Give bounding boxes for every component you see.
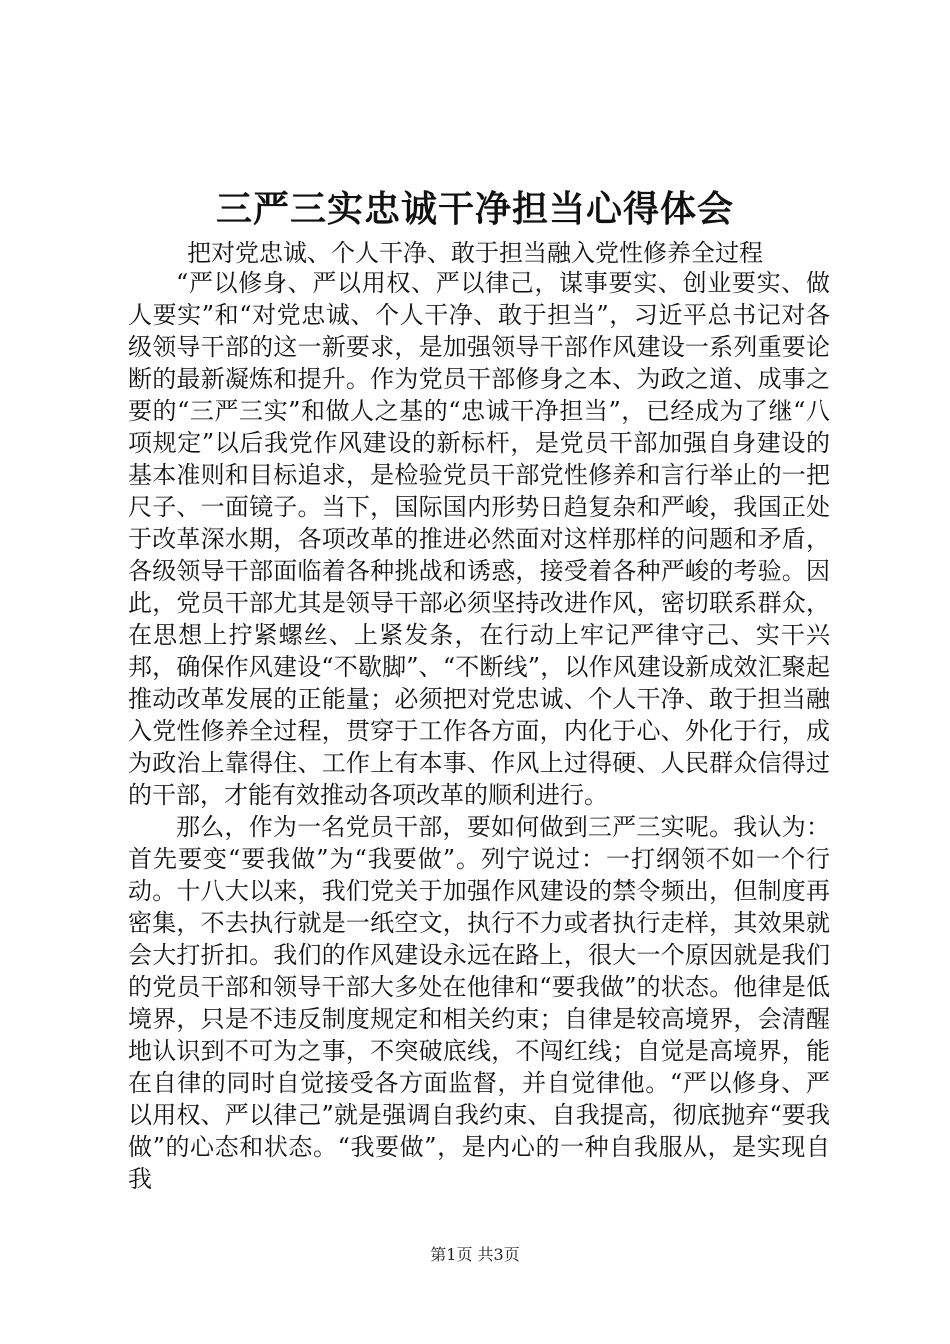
- document-body: [128, 267, 830, 1195]
- paragraph: 那么，作为一名党员干部，要如何做到三严三实呢。我认为：首先要变“要我做”为“我要做”。列宁说过：一打纲领不如一个行动。十八大以来，我们党关于加强作风建设的禁令频出，但制度再密集，不去执行就是一纸空文，执行不力或者执行走样，其效果就会大打折扣。我们的作风建设永远在路上，很大一个原因就是我们的党员干部和领导干部大多处在他律和“要我做”的状态。他律是低境界，只是不违反制度规定和相关约束；自律是较高境界，会清醒地认识到不可为之事，不突破底线，不闯红线；自觉是高境界，能在自律的同时自觉接受各方面监督，并自觉律他。“严以修身、严以用权、严以律己”就是强调自我约束、自我提高，彻底抛弃“要我做”的心态和状态。“我要做”，是内心的一种自我服从，是实现自我: [128, 813, 830, 1193]
- paragraph: “严以修身、严以用权、严以律己，谋事要实、创业要实、做人要实”和“对党忠诚、个人干净、敢于担当”，习近平总书记对各级领导干部的这一新要求，是加强领导干部作风建设一系列重要论断的最新凝炼和提升。作为党员干部修身之本、为政之道、成事之要的“三严三实”和做人之基的“忠诚干净担当”，已经成为了继“八项规定”以后我党作风建设的新标杆，是党员干部加强自身建设的基本准则和目标追求，是检验党员干部党性修养和言行举止的一把尺子、一面镜子。当下，国际国内形势日趋复杂和严峻，我国正处于改革深水期，各项改革的推进必然面对这样那样的问题和矛盾，各级领导干部面临着各种挑战和诱惑，接受着各种严峻的考验。因此，党员干部尤其是领导干部必须坚持改进作风，密切联系群众，在思想上拧紧螺丝、上紧发条，在行动上牢记严律守己、实干兴邦，确保作风建设“不歇脚”、“不断线”，以作风建设新成效汇聚起推动改革发展的正能量；必须把对党忠诚、个人干净、敢于担当融入党性修养全过程，贯穿于工作各方面，内化于心、外化于行，成为政治上靠得住、工作上有本事、作风上过得硬、人民群众信得过的干部，才能有效推动各项改革的顺利进行。: [128, 269, 830, 809]
- page-footer: 第1页 共3页: [430, 1245, 520, 1264]
- document-subtitle: 把对党忠诚、个人干净、敢于担当融入党性修养全过程: [187, 239, 763, 267]
- document-title: 三严三实忠诚干净担当心得体会: [215, 188, 734, 230]
